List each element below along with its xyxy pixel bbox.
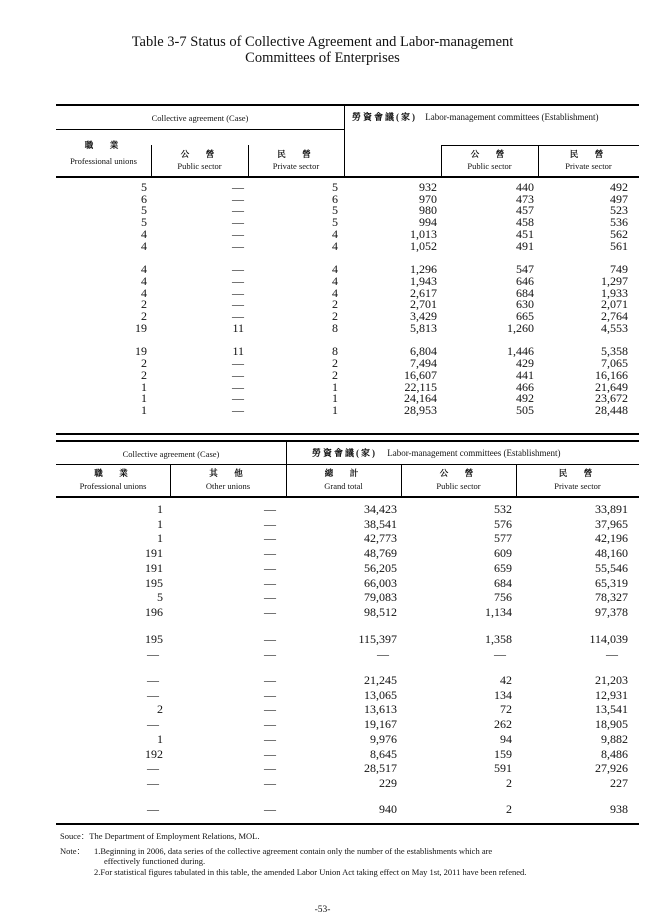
table-cell: 159	[494, 746, 512, 761]
note1-line1: 1.Beginning in 2006, data series of the collective agreement contain only the number of the establishments which are	[94, 846, 493, 856]
table-cell: 1,134	[485, 604, 512, 619]
table-cell: 4	[141, 262, 147, 277]
table2-header-private-cjk: 民 營	[558, 468, 597, 478]
table-cell: 3,429	[410, 309, 437, 323]
table-cell: 5	[332, 215, 338, 230]
table-cell: 532	[494, 502, 512, 516]
table-cell: 7,065	[601, 356, 628, 371]
table-cell: 547	[516, 262, 534, 277]
table-cell: 34,423	[364, 502, 397, 516]
table-cell: —	[232, 262, 244, 277]
table2-header-prof-cjk: 職 業	[94, 468, 132, 478]
table2-sub-rule	[56, 464, 639, 465]
table-cell: 24,164	[404, 391, 437, 406]
table-cell: 5,358	[601, 344, 628, 359]
table-cell: 1	[332, 379, 338, 394]
table-cell: 4	[332, 226, 338, 241]
table-cell: 98,512	[364, 604, 397, 619]
table-cell: —	[264, 717, 276, 732]
table-cell: 1	[157, 516, 163, 531]
table-cell: 79,083	[364, 590, 397, 605]
table-cell: 7,494	[410, 356, 437, 371]
table-cell: 684	[494, 575, 512, 590]
table-cell: 938	[610, 802, 628, 817]
table-cell: —	[264, 761, 276, 776]
table-cell: 6,804	[410, 344, 437, 359]
table2-header-lmc-cjk: 勞資會議(家)	[312, 448, 377, 458]
table-cell: 970	[419, 191, 437, 206]
table-cell: 11	[232, 344, 244, 359]
table-cell: 28,448	[595, 402, 628, 417]
table-cell: —	[147, 802, 159, 817]
table-cell: 192	[145, 746, 163, 761]
table-cell: 21,245	[364, 673, 397, 687]
table-cell: 591	[494, 761, 512, 776]
table1-header-bottom-rule	[56, 176, 639, 178]
table-cell: 13,613	[364, 702, 397, 717]
table-cell: 2,764	[601, 309, 628, 323]
table-cell: 9,976	[370, 731, 397, 746]
table-cell: 16,607	[404, 367, 437, 382]
table-cell: 1	[141, 391, 147, 406]
table-cell: —	[264, 604, 276, 619]
table-cell: —	[232, 391, 244, 406]
table-cell: 4	[141, 226, 147, 241]
table-cell: 9,882	[601, 731, 628, 746]
table-cell: 72	[500, 702, 512, 717]
table1-sub-rule-left	[56, 129, 344, 130]
note2: 2.For statistical figures tabulated in this table, the amended Labor Union Act taking effect on May 1st, 2011 have been refened.	[94, 867, 527, 877]
table-cell: 5,813	[410, 320, 437, 335]
table2-header-collective: Collective agreement (Case)	[122, 449, 220, 459]
table-cell: 2	[506, 802, 512, 817]
table-cell: 1,358	[485, 632, 512, 647]
table-cell: 56,205	[364, 560, 397, 575]
table-cell: 1,943	[410, 273, 437, 288]
table2-top-rule	[56, 440, 639, 442]
table-cell: —	[264, 746, 276, 761]
table-cell: 5	[141, 180, 147, 194]
table-cell: —	[232, 402, 244, 417]
table-cell: 23,672	[595, 391, 628, 406]
table-cell: 536	[610, 215, 628, 230]
table-cell: 33,891	[595, 502, 628, 516]
table-cell: 458	[516, 215, 534, 230]
table-cell: 1	[332, 402, 338, 417]
table-cell: 609	[494, 546, 512, 561]
table-cell: 12,931	[595, 687, 628, 702]
table-cell: 756	[494, 590, 512, 605]
table-cell: 2	[141, 309, 147, 323]
table-cell: 21,203	[595, 673, 628, 687]
table-cell: 5	[141, 203, 147, 218]
table-cell: 38,541	[364, 516, 397, 531]
table-cell: 577	[494, 531, 512, 546]
table-cell: 8,645	[370, 746, 397, 761]
table-title-line1: Table 3-7 Status of Collective Agreement and Labor-management	[131, 34, 514, 50]
table-cell: 1,297	[601, 273, 628, 288]
table1-header-lmc-private-en: Private sector	[565, 161, 612, 171]
table-cell: —	[264, 590, 276, 605]
table-cell: 4	[141, 273, 147, 288]
table-cell: 451	[516, 226, 534, 241]
table-cell: 37,965	[595, 516, 628, 531]
table-cell: —	[232, 285, 244, 300]
table-cell: 1,933	[601, 285, 628, 300]
table2-bottom-rule	[56, 823, 639, 825]
table-cell: 4	[332, 285, 338, 300]
table-cell: 11	[232, 320, 244, 335]
table2-header-bottom-rule	[56, 496, 639, 498]
table-title-line2: Committees of Enterprises	[245, 50, 400, 66]
table-cell: 2	[141, 367, 147, 382]
table-cell: 1,052	[410, 238, 437, 253]
source-label: Souce：	[60, 831, 90, 841]
note-label: Note：	[60, 846, 86, 856]
table-cell: 665	[516, 309, 534, 323]
table-cell: 42,196	[595, 531, 628, 546]
table-cell: —	[264, 646, 276, 661]
table-cell: 1	[157, 502, 163, 516]
table-cell: 1	[157, 531, 163, 546]
table2-header-public-en: Public sector	[436, 481, 481, 491]
table-cell: 8	[332, 320, 338, 335]
table-cell: 28,517	[364, 761, 397, 776]
table-cell: 262	[494, 717, 512, 732]
table-cell: 441	[516, 367, 534, 382]
table-cell: 492	[610, 180, 628, 194]
table-cell: 2,701	[410, 297, 437, 312]
table1-header-prof-cjk: 職 業	[84, 140, 123, 150]
table1-header-prof-en: Professional unions	[70, 156, 137, 166]
table-cell: —	[232, 203, 244, 218]
table-cell: 5	[332, 180, 338, 194]
table-cell: —	[147, 717, 159, 732]
source-text: The Department of Employment Relations, MOL.	[89, 831, 260, 841]
table-cell: 4	[332, 238, 338, 253]
table1-header-lmc-public-en: Public sector	[467, 161, 512, 171]
table-cell: 2	[332, 367, 338, 382]
table-cell: 191	[145, 560, 163, 575]
table-cell: 16,166	[595, 367, 628, 382]
table-cell: —	[264, 731, 276, 746]
table-cell: 5	[157, 590, 163, 605]
table-cell: 466	[516, 379, 534, 394]
table-cell: 191	[145, 546, 163, 561]
table-cell: 473	[516, 191, 534, 206]
table-cell: —	[232, 379, 244, 394]
table1-header-private-cjk: 民 營	[277, 149, 315, 159]
table-cell: 994	[419, 215, 437, 230]
table-cell: 28,953	[404, 402, 437, 417]
table2-header-lmc-en: Labor-management committees (Establishment)	[387, 448, 561, 458]
table-cell: —	[232, 238, 244, 253]
table-cell: 1,296	[410, 262, 437, 277]
table-cell: 94	[500, 731, 512, 746]
table-cell: 429	[516, 356, 534, 371]
table-cell: —	[264, 775, 276, 790]
table-cell: 2	[332, 309, 338, 323]
table-cell: —	[494, 646, 506, 661]
table-cell: 115,397	[358, 632, 397, 647]
table-cell: —	[147, 687, 159, 702]
table-cell: —	[264, 502, 276, 516]
table-cell: 1	[157, 731, 163, 746]
table-cell: 505	[516, 402, 534, 417]
table-cell: 646	[516, 273, 534, 288]
table2-header-public-cjk: 公 營	[439, 468, 478, 478]
table-cell: 562	[610, 226, 628, 241]
table-cell: —	[264, 702, 276, 717]
table-cell: 2	[332, 297, 338, 312]
table-cell: —	[232, 356, 244, 371]
table-cell: 27,926	[595, 761, 628, 776]
table-cell: 97,378	[595, 604, 628, 619]
table1-divider-main	[344, 104, 345, 178]
table-cell: 659	[494, 560, 512, 575]
table2-header-lmc	[312, 448, 561, 458]
table-cell: 2,617	[410, 285, 437, 300]
table-cell: 65,319	[595, 575, 628, 590]
table-cell: —	[232, 367, 244, 382]
table-cell: —	[377, 646, 389, 661]
table-cell: 8,486	[601, 746, 628, 761]
table-cell: 1,013	[410, 226, 437, 241]
table2-header-prof-en: Professional unions	[79, 481, 147, 491]
table-cell: —	[232, 297, 244, 312]
table-cell: 48,160	[595, 546, 628, 561]
table-cell: 66,003	[364, 575, 397, 590]
table-cell: 18,905	[595, 717, 628, 732]
table-cell: 19,167	[364, 717, 397, 732]
table-cell: 492	[516, 391, 534, 406]
table-cell: —	[264, 560, 276, 575]
table-cell: 5	[332, 203, 338, 218]
table-cell: 195	[145, 575, 163, 590]
table-cell: 48,769	[364, 546, 397, 561]
source-note	[60, 831, 259, 841]
table-cell: 1	[141, 402, 147, 417]
table-cell: 13,541	[595, 702, 628, 717]
table-cell: —	[232, 215, 244, 230]
table-cell: 2	[506, 775, 512, 790]
table-cell: 440	[516, 180, 534, 194]
table1-top-rule	[56, 104, 639, 106]
table-cell: 2	[157, 702, 163, 717]
table-cell: —	[232, 309, 244, 323]
table-cell: 19	[135, 320, 147, 335]
table-cell: —	[147, 761, 159, 776]
table-cell: 2	[141, 356, 147, 371]
table-cell: 491	[516, 238, 534, 253]
table-cell: 630	[516, 297, 534, 312]
table1-sub-rule-right	[441, 145, 639, 146]
table2-header-total-en: Grand total	[324, 481, 363, 491]
table-cell: 2	[332, 356, 338, 371]
table-cell: 195	[145, 632, 163, 647]
table-cell: 4	[141, 285, 147, 300]
table-cell: 4	[332, 262, 338, 277]
table-cell: 1	[141, 379, 147, 394]
table-cell: 684	[516, 285, 534, 300]
table-cell: 8	[332, 344, 338, 359]
table-cell: 6	[332, 191, 338, 206]
table-cell: 940	[379, 802, 397, 817]
table-cell: —	[232, 180, 244, 194]
table-cell: 1	[332, 391, 338, 406]
table-cell: 134	[494, 687, 512, 702]
table-cell: 196	[145, 604, 163, 619]
table1-header-lmc	[352, 112, 599, 122]
table-cell: 42,773	[364, 531, 397, 546]
table-cell: 561	[610, 238, 628, 253]
table-cell: 523	[610, 203, 628, 218]
table-cell: 497	[610, 191, 628, 206]
table-cell: 4	[332, 273, 338, 288]
table-cell: —	[264, 802, 276, 817]
table2-header-other-en: Other unions	[205, 481, 251, 491]
table-cell: —	[264, 575, 276, 590]
table-cell: 55,546	[595, 560, 628, 575]
table2-header-private-en: Private sector	[554, 481, 601, 491]
table-cell: 1,446	[507, 344, 534, 359]
table-cell: 932	[419, 180, 437, 194]
table-cell: —	[264, 632, 276, 647]
table1-header-lmc-en: Labor-management committees (Establishment)	[425, 112, 599, 122]
table-cell: —	[264, 687, 276, 702]
note1-line2: effectively functioned during.	[104, 856, 206, 866]
table1-header-private-en: Private sector	[272, 161, 320, 171]
page-number: -53-	[314, 905, 331, 915]
table-cell: 42	[500, 673, 512, 687]
table-cell: 1,260	[507, 320, 534, 335]
table-cell: —	[264, 531, 276, 546]
table-cell: 576	[494, 516, 512, 531]
table-cell: 78,327	[595, 590, 628, 605]
table-cell: —	[264, 516, 276, 531]
table2-header-total-cjk: 總 計	[324, 468, 363, 478]
table1-header-public-en: Public sector	[177, 161, 222, 171]
table2-header-other-cjk: 其 他	[209, 468, 247, 478]
table-cell: 19	[135, 344, 147, 359]
table-cell: 227	[610, 775, 628, 790]
table1-header-collective: Collective agreement (Case)	[151, 113, 249, 123]
table-cell: 4,553	[601, 320, 628, 335]
table1-header-lmc-private-cjk: 民 營	[569, 149, 608, 159]
table1-bottom-rule	[56, 433, 639, 435]
table-cell: 4	[141, 238, 147, 253]
table-cell: 2	[141, 297, 147, 312]
table-cell: —	[232, 191, 244, 206]
table-cell: 980	[419, 203, 437, 218]
table-cell: —	[147, 673, 159, 687]
table-cell: 5	[141, 215, 147, 230]
table1-header-public-cjk: 公 營	[180, 149, 219, 159]
table-cell: —	[264, 673, 276, 687]
table-cell: —	[232, 273, 244, 288]
table-cell: —	[147, 775, 159, 790]
table-cell: 229	[379, 775, 397, 790]
table-cell: —	[232, 226, 244, 241]
table-cell: 6	[141, 191, 147, 206]
table1-header-lmc-public-cjk: 公 營	[470, 149, 509, 159]
table-cell: —	[264, 546, 276, 561]
table1-header-lmc-cjk: 勞資會議(家)	[352, 112, 417, 122]
table-cell: 2,071	[601, 297, 628, 312]
table-cell: 13,065	[364, 687, 397, 702]
table-cell: 457	[516, 203, 534, 218]
table-cell: —	[606, 646, 618, 661]
table-cell: 749	[610, 262, 628, 277]
table-cell: 114,039	[589, 632, 628, 647]
table-cell: 21,649	[595, 379, 628, 394]
table-cell: 22,115	[404, 379, 437, 394]
table-cell: —	[147, 646, 159, 661]
